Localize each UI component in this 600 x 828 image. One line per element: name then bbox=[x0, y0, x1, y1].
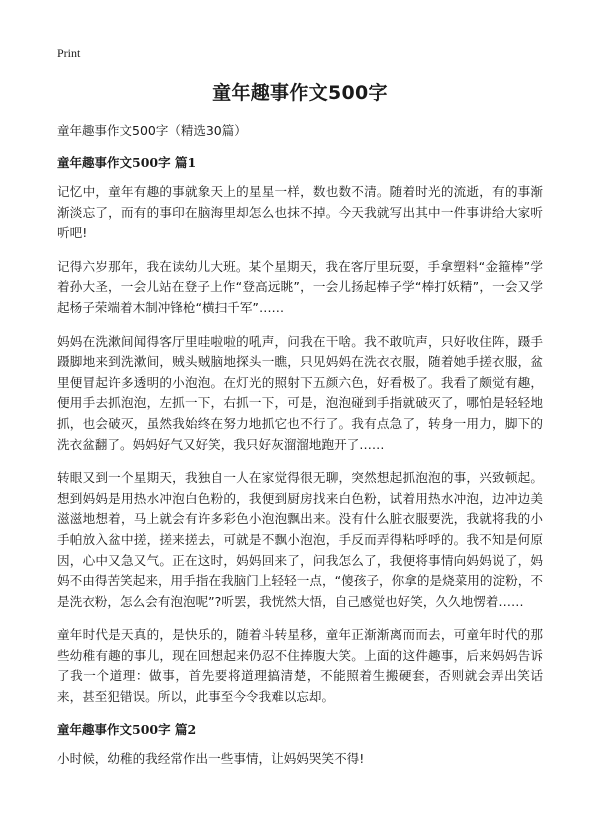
print-link[interactable]: Print bbox=[57, 46, 81, 60]
essay-section-2 bbox=[57, 721, 543, 770]
document-page bbox=[57, 76, 543, 782]
document-title: 童年趣事作文500字 bbox=[212, 82, 388, 104]
paragraph: 记得六岁那年，我在读幼儿大班。某个星期天，我在客厅里玩耍，手拿塑料“金箍棒”学着孙大圣，一会儿站在登子上作“登高远眺”，一会儿扬起棒子学“棒打妖精”，一会又学起杨子荣端着木制冲锋枪“横扫千军”…… bbox=[57, 258, 543, 315]
document-subtitle: 童年趣事作文500字（精选30篇） bbox=[57, 123, 247, 138]
section-heading: 童年趣事作文500字 篇1 bbox=[57, 155, 197, 170]
paragraph: 记忆中，童年有趣的事就象天上的星星一样，数也数不清。随着时光的流逝，有的事渐渐淡忘了，而有的事印在脑海里却怎么也抹不掉。今天我就写出其中一件事讲给大家听听吧! bbox=[57, 184, 543, 241]
section-heading: 童年趣事作文500字 篇2 bbox=[57, 721, 197, 737]
paragraph: 童年时代是天真的，是快乐的，随着斗转星移，童年正渐渐离而而去，可童年时代的那些幼稚有趣的事儿，现在回想起来仍忍不住捧腹大笑。上面的这件趣事，后来妈妈告诉了我一个道理：做事，首先要将道理搞清楚，不能照着生搬硬套，否则就会弄出笑话来，甚至犯错误。所以，此事至今令我难以忘却。 bbox=[57, 627, 543, 705]
paragraph: 妈妈在洗漱间闻得客厅里哇啦啦的吼声，问我在干啥。我不敢吭声，只好收住阵，蹑手蹑脚地来到洗漱间，贼头贼脑地探头一瞧，只见妈妈在洗衣衣服，随着她手搓衣服，盆里便冒起许多透明的小泡泡。在灯光的照射下五颜六色，好看极了。我看了颇觉有趣，便用手去抓泡泡，左抓一下，右抓一下，可是，泡泡碰到手指就破灭了，哪怕是轻轻地抓，也会破灭，虽然我始终在努力地抓它也不行了。我有点急了，转身一用力，脚下的洗衣盆翻了。妈妈好气又好笑，我只好灰溜溜地跑开了…… bbox=[57, 333, 543, 452]
essay-section-1 bbox=[57, 154, 543, 708]
paragraph: 小时候，幼稚的我经常作出一些事情，让妈妈哭笑不得! bbox=[57, 750, 365, 766]
paragraph: 转眼又到一个星期天，我独自一人在家觉得很无聊，突然想起抓泡泡的事，兴致顿起。想到妈妈是用热水冲泡白色粉的，我便到厨房找来白色粉，试着用热水冲泡，边冲边美滋滋地想着，马上就会有许多彩色小泡泡飘出来。没有什么脏衣服要洗，我就将我的小手帕放入盆中搓，搓来搓去，可就是不飘小泡泡，手反而弄得粘呼呼的。我不知是何原因，心中又急又气。正在这时，妈妈回来了，问我怎么了，我便将事情向妈妈说了，妈妈不由得苦笑起来，用手指在我脑门上轻轻一点，“傻孩子，你拿的是烧菜用的淀粉，不是洗衣粉，怎么会有泡泡呢”?听罢，我恍然大悟，自己感觉也好笑，久久地愣着…… bbox=[57, 470, 543, 609]
